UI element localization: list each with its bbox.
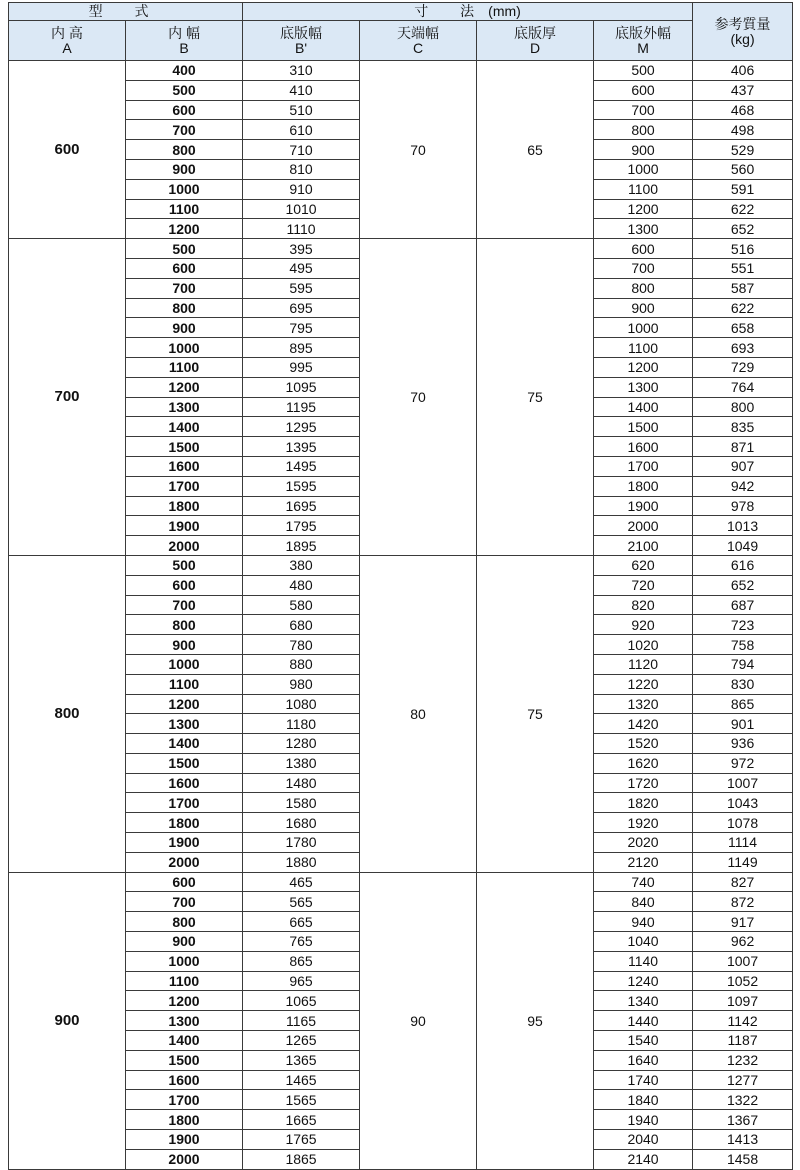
cell-base-outer-width: 800 xyxy=(594,120,693,140)
cell-inner-width: 1600 xyxy=(126,773,243,793)
cell-base-width: 765 xyxy=(243,932,360,952)
mass-unit: (kg) xyxy=(730,30,755,47)
cell-base-width: 1665 xyxy=(243,1110,360,1130)
cell-base-outer-width: 2000 xyxy=(594,516,693,536)
cell-base-width: 1380 xyxy=(243,753,360,773)
cell-inner-height: 800 xyxy=(9,555,126,872)
cell-inner-height: 600 xyxy=(9,61,126,239)
cell-reference-mass: 1458 xyxy=(693,1149,793,1169)
cell-base-width: 1880 xyxy=(243,852,360,872)
cell-inner-width: 1000 xyxy=(126,338,243,358)
cell-base-width: 1580 xyxy=(243,793,360,813)
cell-base-outer-width: 1700 xyxy=(594,456,693,476)
cell-base-outer-width: 1020 xyxy=(594,635,693,655)
cell-base-outer-width: 1100 xyxy=(594,179,693,199)
cell-base-thickness: 75 xyxy=(477,555,594,872)
cell-reference-mass: 1232 xyxy=(693,1050,793,1070)
cell-base-outer-width: 1200 xyxy=(594,357,693,377)
cell-reference-mass: 723 xyxy=(693,615,793,635)
cell-base-outer-width: 700 xyxy=(594,258,693,278)
cell-top-width: 80 xyxy=(360,555,477,872)
cell-inner-width: 700 xyxy=(126,595,243,615)
cell-base-width: 1180 xyxy=(243,714,360,734)
cell-reference-mass: 622 xyxy=(693,298,793,318)
cell-base-width: 795 xyxy=(243,318,360,338)
cell-base-width: 1080 xyxy=(243,694,360,714)
cell-reference-mass: 1007 xyxy=(693,773,793,793)
cell-base-outer-width: 2100 xyxy=(594,536,693,556)
cell-reference-mass: 498 xyxy=(693,120,793,140)
cell-base-outer-width: 1120 xyxy=(594,654,693,674)
cell-base-outer-width: 1140 xyxy=(594,951,693,971)
cell-inner-width: 700 xyxy=(126,278,243,298)
table-row xyxy=(9,555,793,575)
cell-base-outer-width: 1400 xyxy=(594,397,693,417)
cell-base-width: 710 xyxy=(243,140,360,160)
cell-inner-width: 900 xyxy=(126,635,243,655)
cell-top-width: 70 xyxy=(360,239,477,556)
cell-inner-width: 1700 xyxy=(126,1090,243,1110)
cell-base-outer-width: 720 xyxy=(594,575,693,595)
cell-reference-mass: 1277 xyxy=(693,1070,793,1090)
cell-base-outer-width: 920 xyxy=(594,615,693,635)
cell-base-width: 1295 xyxy=(243,417,360,437)
cell-base-outer-width: 740 xyxy=(594,872,693,892)
cell-base-width: 1065 xyxy=(243,991,360,1011)
cell-reference-mass: 652 xyxy=(693,219,793,239)
cell-reference-mass: 560 xyxy=(693,159,793,179)
cell-inner-width: 1600 xyxy=(126,456,243,476)
cell-reference-mass: 1142 xyxy=(693,1011,793,1031)
cell-inner-width: 1300 xyxy=(126,397,243,417)
cell-reference-mass: 591 xyxy=(693,179,793,199)
cell-inner-width: 800 xyxy=(126,615,243,635)
cell-reference-mass: 1413 xyxy=(693,1130,793,1150)
cell-reference-mass: 871 xyxy=(693,437,793,457)
cell-reference-mass: 827 xyxy=(693,872,793,892)
cell-base-width: 480 xyxy=(243,575,360,595)
cell-inner-width: 600 xyxy=(126,872,243,892)
cell-base-width: 1465 xyxy=(243,1070,360,1090)
cell-inner-width: 700 xyxy=(126,120,243,140)
cell-reference-mass: 616 xyxy=(693,555,793,575)
cell-base-outer-width: 2020 xyxy=(594,833,693,853)
cell-base-width: 1765 xyxy=(243,1130,360,1150)
cell-reference-mass: 962 xyxy=(693,932,793,952)
col-c-symbol: C xyxy=(412,39,424,56)
col-header-b-prime xyxy=(243,21,360,61)
mass-header xyxy=(693,3,793,61)
cell-inner-width: 600 xyxy=(126,100,243,120)
cell-base-outer-width: 1040 xyxy=(594,932,693,952)
cell-reference-mass: 872 xyxy=(693,892,793,912)
cell-inner-width: 1700 xyxy=(126,793,243,813)
cell-base-width: 1395 xyxy=(243,437,360,457)
cell-base-width: 1680 xyxy=(243,813,360,833)
cell-reference-mass: 942 xyxy=(693,476,793,496)
cell-reference-mass: 587 xyxy=(693,278,793,298)
cell-base-width: 1780 xyxy=(243,833,360,853)
cell-base-outer-width: 1240 xyxy=(594,971,693,991)
cell-inner-width: 1200 xyxy=(126,377,243,397)
col-b-symbol: B xyxy=(179,39,189,56)
cell-base-width: 495 xyxy=(243,258,360,278)
cell-reference-mass: 468 xyxy=(693,100,793,120)
cell-base-outer-width: 1600 xyxy=(594,437,693,457)
cell-base-outer-width: 1220 xyxy=(594,674,693,694)
col-header-d xyxy=(477,21,594,61)
col-b-prime-symbol: B' xyxy=(295,39,308,56)
col-m-symbol: M xyxy=(637,39,649,56)
cell-base-width: 1595 xyxy=(243,476,360,496)
cell-inner-width: 900 xyxy=(126,159,243,179)
cell-inner-width: 800 xyxy=(126,140,243,160)
col-header-c xyxy=(360,21,477,61)
cell-base-width: 1165 xyxy=(243,1011,360,1031)
cell-base-outer-width: 1900 xyxy=(594,496,693,516)
col-b-label: 内 幅 xyxy=(168,24,200,41)
cell-reference-mass: 1149 xyxy=(693,852,793,872)
cell-reference-mass: 551 xyxy=(693,258,793,278)
cell-inner-width: 1900 xyxy=(126,833,243,853)
cell-reference-mass: 865 xyxy=(693,694,793,714)
cell-base-width: 980 xyxy=(243,674,360,694)
cell-inner-width: 1600 xyxy=(126,1070,243,1090)
cell-base-width: 910 xyxy=(243,179,360,199)
cell-reference-mass: 758 xyxy=(693,635,793,655)
cell-reference-mass: 1097 xyxy=(693,991,793,1011)
cell-base-width: 410 xyxy=(243,80,360,100)
cell-reference-mass: 1322 xyxy=(693,1090,793,1110)
cell-inner-height: 900 xyxy=(9,872,126,1169)
cell-base-outer-width: 1200 xyxy=(594,199,693,219)
cell-base-width: 595 xyxy=(243,278,360,298)
cell-inner-width: 1100 xyxy=(126,674,243,694)
cell-base-width: 895 xyxy=(243,338,360,358)
cell-base-thickness: 95 xyxy=(477,872,594,1169)
cell-base-outer-width: 1820 xyxy=(594,793,693,813)
cell-inner-width: 1000 xyxy=(126,179,243,199)
cell-base-width: 1265 xyxy=(243,1031,360,1051)
cell-reference-mass: 794 xyxy=(693,654,793,674)
cell-inner-width: 500 xyxy=(126,80,243,100)
table-row xyxy=(9,872,793,892)
cell-inner-width: 1100 xyxy=(126,971,243,991)
table-row xyxy=(9,61,793,81)
cell-reference-mass: 652 xyxy=(693,575,793,595)
cell-base-outer-width: 1340 xyxy=(594,991,693,1011)
cell-inner-width: 1400 xyxy=(126,1031,243,1051)
cell-reference-mass: 1187 xyxy=(693,1031,793,1051)
cell-inner-width: 1200 xyxy=(126,991,243,1011)
col-header-m xyxy=(594,21,693,61)
cell-reference-mass: 936 xyxy=(693,734,793,754)
cell-reference-mass: 917 xyxy=(693,912,793,932)
cell-reference-mass: 1013 xyxy=(693,516,793,536)
cell-base-width: 610 xyxy=(243,120,360,140)
cell-base-outer-width: 1800 xyxy=(594,476,693,496)
cell-base-width: 510 xyxy=(243,100,360,120)
cell-base-outer-width: 1520 xyxy=(594,734,693,754)
cell-base-outer-width: 840 xyxy=(594,892,693,912)
cell-base-width: 865 xyxy=(243,951,360,971)
cell-base-outer-width: 1320 xyxy=(594,694,693,714)
cell-reference-mass: 693 xyxy=(693,338,793,358)
cell-base-width: 380 xyxy=(243,555,360,575)
cell-top-width: 90 xyxy=(360,872,477,1169)
cell-base-width: 1865 xyxy=(243,1149,360,1169)
cell-base-width: 1095 xyxy=(243,377,360,397)
cell-base-width: 1110 xyxy=(243,219,360,239)
cell-inner-width: 1200 xyxy=(126,694,243,714)
cell-inner-width: 2000 xyxy=(126,536,243,556)
cell-base-outer-width: 820 xyxy=(594,595,693,615)
unit-label: (mm) xyxy=(488,3,521,19)
dimension-group-header: 寸 法(mm) xyxy=(243,3,693,21)
cell-reference-mass: 1049 xyxy=(693,536,793,556)
cell-inner-width: 800 xyxy=(126,912,243,932)
cell-base-outer-width: 800 xyxy=(594,278,693,298)
cell-base-outer-width: 1000 xyxy=(594,318,693,338)
table-row xyxy=(9,239,793,259)
col-header-a xyxy=(9,21,126,61)
cell-base-width: 665 xyxy=(243,912,360,932)
cell-base-outer-width: 1300 xyxy=(594,377,693,397)
cell-reference-mass: 406 xyxy=(693,61,793,81)
cell-base-outer-width: 1940 xyxy=(594,1110,693,1130)
col-m-label: 底版外幅 xyxy=(615,24,672,41)
cell-base-width: 780 xyxy=(243,635,360,655)
cell-base-width: 1795 xyxy=(243,516,360,536)
cell-reference-mass: 1367 xyxy=(693,1110,793,1130)
cell-base-outer-width: 1440 xyxy=(594,1011,693,1031)
cell-reference-mass: 437 xyxy=(693,80,793,100)
cell-reference-mass: 830 xyxy=(693,674,793,694)
cell-reference-mass: 729 xyxy=(693,357,793,377)
cell-reference-mass: 687 xyxy=(693,595,793,615)
cell-base-width: 680 xyxy=(243,615,360,635)
cell-inner-width: 1700 xyxy=(126,476,243,496)
cell-base-width: 1010 xyxy=(243,199,360,219)
cell-base-width: 310 xyxy=(243,61,360,81)
cell-inner-width: 1500 xyxy=(126,1050,243,1070)
cell-inner-width: 900 xyxy=(126,932,243,952)
cell-base-width: 580 xyxy=(243,595,360,615)
cell-inner-width: 500 xyxy=(126,239,243,259)
cell-base-width: 995 xyxy=(243,357,360,377)
cell-reference-mass: 800 xyxy=(693,397,793,417)
cell-base-width: 880 xyxy=(243,654,360,674)
cell-inner-width: 400 xyxy=(126,61,243,81)
cell-inner-width: 1100 xyxy=(126,199,243,219)
cell-inner-width: 1500 xyxy=(126,753,243,773)
cell-inner-width: 1900 xyxy=(126,516,243,536)
cell-base-width: 465 xyxy=(243,872,360,892)
cell-inner-width: 600 xyxy=(126,575,243,595)
col-b-prime-label: 底版幅 xyxy=(280,24,323,41)
cell-base-thickness: 65 xyxy=(477,61,594,239)
cell-inner-width: 1800 xyxy=(126,496,243,516)
cell-inner-width: 600 xyxy=(126,258,243,278)
table-body xyxy=(9,61,793,1170)
cell-inner-width: 1200 xyxy=(126,219,243,239)
col-d-label: 底版厚 xyxy=(514,24,557,41)
cell-base-outer-width: 900 xyxy=(594,140,693,160)
cell-inner-width: 1400 xyxy=(126,734,243,754)
cell-base-outer-width: 700 xyxy=(594,100,693,120)
cell-reference-mass: 972 xyxy=(693,753,793,773)
cell-base-outer-width: 620 xyxy=(594,555,693,575)
cell-base-width: 965 xyxy=(243,971,360,991)
cell-base-width: 1365 xyxy=(243,1050,360,1070)
cell-base-thickness: 75 xyxy=(477,239,594,556)
cell-inner-width: 900 xyxy=(126,318,243,338)
col-a-symbol: A xyxy=(62,39,72,56)
cell-reference-mass: 1114 xyxy=(693,833,793,853)
cell-inner-width: 1800 xyxy=(126,1110,243,1130)
cell-inner-width: 1000 xyxy=(126,951,243,971)
cell-top-width: 70 xyxy=(360,61,477,239)
cell-base-outer-width: 1500 xyxy=(594,417,693,437)
cell-base-outer-width: 2140 xyxy=(594,1149,693,1169)
cell-base-width: 1895 xyxy=(243,536,360,556)
cell-base-width: 1480 xyxy=(243,773,360,793)
col-d-symbol: D xyxy=(529,39,541,56)
cell-base-outer-width: 1100 xyxy=(594,338,693,358)
cell-inner-width: 1800 xyxy=(126,813,243,833)
cell-base-width: 1695 xyxy=(243,496,360,516)
cell-base-width: 1280 xyxy=(243,734,360,754)
cell-inner-width: 1900 xyxy=(126,1130,243,1150)
cell-base-width: 810 xyxy=(243,159,360,179)
cell-inner-width: 1500 xyxy=(126,437,243,457)
cell-reference-mass: 835 xyxy=(693,417,793,437)
table-header xyxy=(9,3,793,61)
cell-reference-mass: 1052 xyxy=(693,971,793,991)
cell-inner-width: 2000 xyxy=(126,1149,243,1169)
cell-inner-width: 1000 xyxy=(126,654,243,674)
cell-inner-width: 1400 xyxy=(126,417,243,437)
cell-base-width: 695 xyxy=(243,298,360,318)
cell-base-outer-width: 500 xyxy=(594,61,693,81)
cell-base-width: 395 xyxy=(243,239,360,259)
cell-inner-width: 1300 xyxy=(126,1011,243,1031)
cell-reference-mass: 1043 xyxy=(693,793,793,813)
cell-inner-width: 2000 xyxy=(126,852,243,872)
cell-base-outer-width: 1740 xyxy=(594,1070,693,1090)
cell-base-outer-width: 2120 xyxy=(594,852,693,872)
cell-base-width: 1495 xyxy=(243,456,360,476)
cell-inner-width: 700 xyxy=(126,892,243,912)
cell-base-outer-width: 1640 xyxy=(594,1050,693,1070)
cell-base-outer-width: 1300 xyxy=(594,219,693,239)
cell-reference-mass: 907 xyxy=(693,456,793,476)
cell-base-outer-width: 2040 xyxy=(594,1130,693,1150)
cell-base-width: 1195 xyxy=(243,397,360,417)
cell-reference-mass: 764 xyxy=(693,377,793,397)
col-header-b xyxy=(126,21,243,61)
cell-reference-mass: 529 xyxy=(693,140,793,160)
col-c-label: 天端幅 xyxy=(397,24,440,41)
cell-inner-width: 1100 xyxy=(126,357,243,377)
cell-inner-width: 800 xyxy=(126,298,243,318)
cell-base-width: 1565 xyxy=(243,1090,360,1110)
cell-reference-mass: 622 xyxy=(693,199,793,219)
cell-base-outer-width: 600 xyxy=(594,80,693,100)
spec-table xyxy=(8,2,793,1170)
cell-reference-mass: 1007 xyxy=(693,951,793,971)
cell-base-outer-width: 1420 xyxy=(594,714,693,734)
cell-base-width: 565 xyxy=(243,892,360,912)
cell-reference-mass: 1078 xyxy=(693,813,793,833)
cell-base-outer-width: 1840 xyxy=(594,1090,693,1110)
cell-base-outer-width: 1620 xyxy=(594,753,693,773)
type-group-header: 型 式 xyxy=(9,3,243,21)
col-a-label: 内 高 xyxy=(51,24,83,41)
cell-inner-height: 700 xyxy=(9,239,126,556)
cell-base-outer-width: 940 xyxy=(594,912,693,932)
cell-reference-mass: 658 xyxy=(693,318,793,338)
cell-inner-width: 1300 xyxy=(126,714,243,734)
cell-reference-mass: 516 xyxy=(693,239,793,259)
cell-base-outer-width: 1000 xyxy=(594,159,693,179)
cell-base-outer-width: 900 xyxy=(594,298,693,318)
cell-inner-width: 500 xyxy=(126,555,243,575)
cell-base-outer-width: 600 xyxy=(594,239,693,259)
cell-reference-mass: 978 xyxy=(693,496,793,516)
cell-base-outer-width: 1720 xyxy=(594,773,693,793)
mass-label: 参考質量 xyxy=(714,15,771,32)
cell-base-outer-width: 1540 xyxy=(594,1031,693,1051)
cell-reference-mass: 901 xyxy=(693,714,793,734)
cell-base-outer-width: 1920 xyxy=(594,813,693,833)
